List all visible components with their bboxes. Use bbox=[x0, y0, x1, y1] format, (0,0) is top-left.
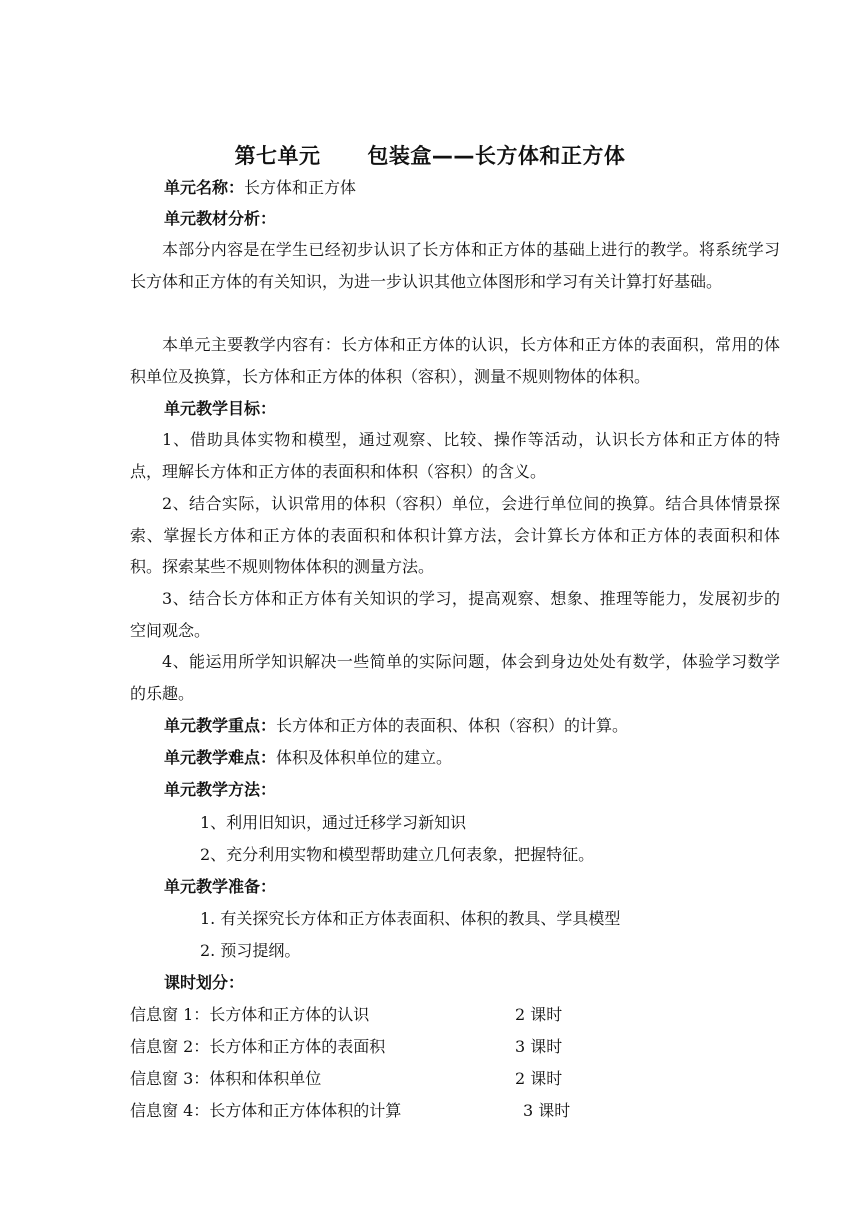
goal-1 bbox=[130, 424, 780, 487]
difficulty-line bbox=[164, 748, 452, 768]
analysis-heading: 单元教材分析： bbox=[164, 209, 277, 228]
schedule-item: 信息窗 4：长方体和正方体体积的计算 bbox=[130, 1101, 402, 1120]
method-1: 1、利用旧知识，通过迁移学习新知识 bbox=[200, 813, 467, 832]
schedule-item: 信息窗 3：体积和体积单位 bbox=[130, 1069, 322, 1088]
schedule-item: 信息窗 2：长方体和正方体的表面积 bbox=[130, 1037, 386, 1056]
schedule-hours: 3 课时 bbox=[523, 1101, 571, 1120]
goal-2 bbox=[130, 488, 780, 583]
schedule-row bbox=[130, 1005, 563, 1025]
goal-1-text: 1、借助具体实物和模型，通过观察、比较、操作等活动，认识长方体和正方体的特点，理解长方体和正方体的表面积和体积（容积）的含义。 bbox=[130, 430, 780, 481]
analysis-paragraph-2 bbox=[130, 329, 780, 392]
unit-name-label: 单元名称： bbox=[164, 178, 245, 197]
prep-1: 1. 有关探究长方体和正方体表面积、体积的教具、学具模型 bbox=[200, 909, 621, 928]
analysis-paragraph-1 bbox=[130, 234, 780, 297]
schedule-item: 信息窗 1：长方体和正方体的认识 bbox=[130, 1005, 370, 1024]
difficulty-label: 单元教学难点： bbox=[164, 748, 277, 767]
key-point-label: 单元教学重点： bbox=[164, 716, 277, 735]
schedule-row bbox=[130, 1069, 563, 1089]
goals-heading: 单元教学目标： bbox=[164, 399, 277, 418]
analysis-text-1: 本部分内容是在学生已经初步认识了长方体和正方体的基础上进行的教学。将系统学习长方体和正方体的有关知识，为进一步认识其他立体图形和学习有关计算打好基础。 bbox=[130, 240, 780, 291]
schedule-heading: 课时划分： bbox=[164, 973, 245, 992]
schedule-hours: 2 课时 bbox=[515, 1005, 563, 1024]
unit-name-value: 长方体和正方体 bbox=[244, 178, 357, 197]
key-point-value: 长方体和正方体的表面积、体积（容积）的计算。 bbox=[276, 716, 629, 735]
goal-3 bbox=[130, 583, 780, 646]
goal-2-text: 2、结合实际，认识常用的体积（容积）单位，会进行单位间的换算。结合具体情景探索、掌握长方体和正方体的表面积和体积计算方法，会计算长方体和正方体的表面积和体积。探索某些不规则物体体积的测量方法。 bbox=[130, 494, 780, 576]
difficulty-value: 体积及体积单位的建立。 bbox=[276, 748, 453, 767]
method-2: 2、充分利用实物和模型帮助建立几何表象，把握特征。 bbox=[200, 845, 595, 864]
goal-3-text: 3、结合长方体和正方体有关知识的学习，提高观察、想象、推理等能力，发展初步的空间观念。 bbox=[130, 589, 780, 640]
prep-heading: 单元教学准备： bbox=[164, 877, 277, 896]
schedule-hours: 2 课时 bbox=[515, 1069, 563, 1088]
methods-heading: 单元教学方法： bbox=[164, 780, 277, 799]
goal-4 bbox=[130, 646, 780, 709]
goal-4-text: 4、能运用所学知识解决一些简单的实际问题，体会到身边处处有数学，体验学习数学的乐趣。 bbox=[130, 652, 780, 703]
schedule-row bbox=[130, 1037, 563, 1057]
analysis-text-2: 本单元主要教学内容有：长方体和正方体的认识，长方体和正方体的表面积，常用的体积单位及换算，长方体和正方体的体积（容积），测量不规则物体的体积。 bbox=[130, 335, 780, 386]
unit-name-line bbox=[164, 178, 356, 198]
schedule-row bbox=[130, 1101, 571, 1121]
page-title: 第七单元 包装盒——长方体和正方体 bbox=[234, 144, 626, 168]
prep-2: 2. 预习提纲。 bbox=[200, 941, 301, 960]
key-point-line bbox=[164, 716, 628, 736]
schedule-hours: 3 课时 bbox=[515, 1037, 563, 1056]
